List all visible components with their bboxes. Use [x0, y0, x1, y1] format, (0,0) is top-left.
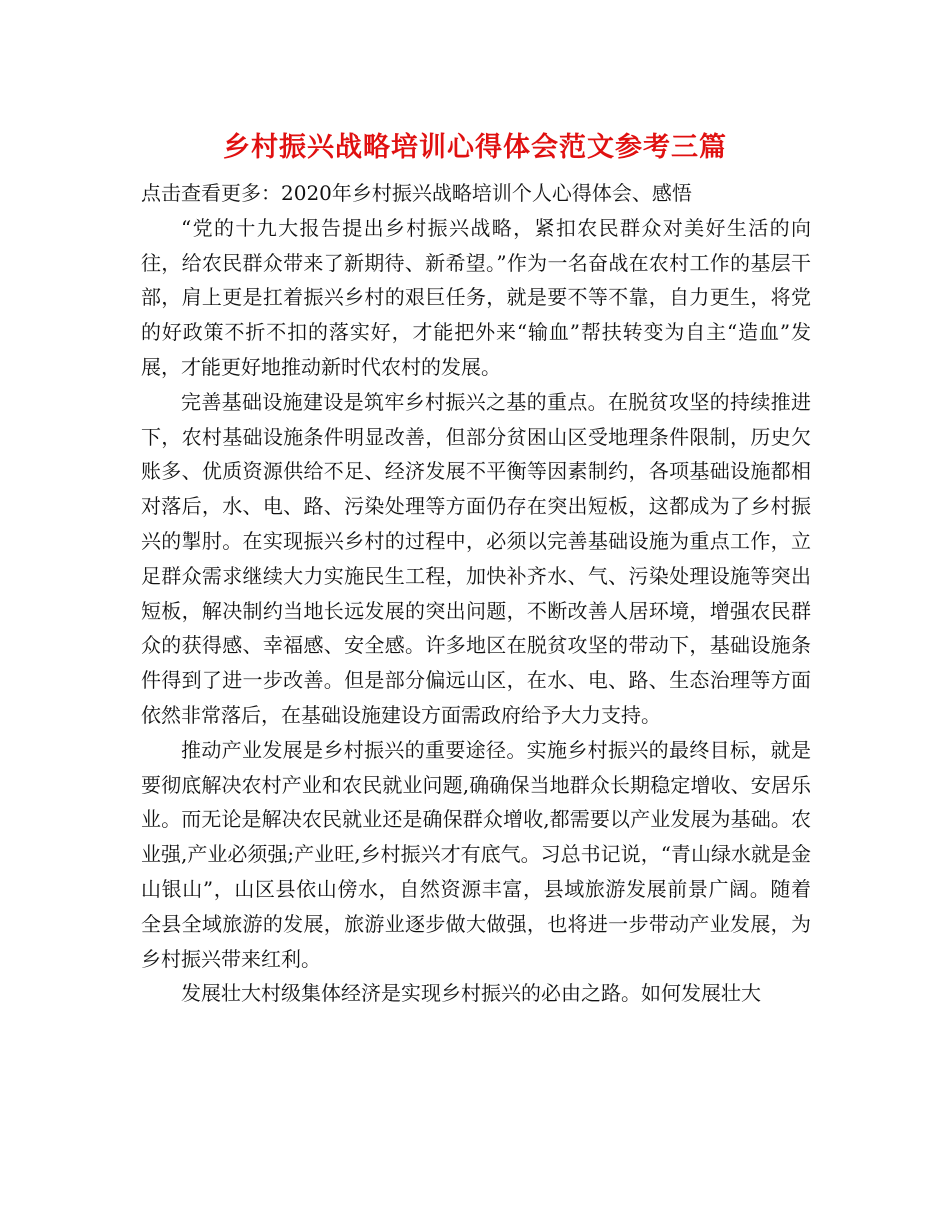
- document-title: 乡村振兴战略培训心得体会范文参考三篇: [223, 132, 727, 163]
- paragraph-industry: 推动产业发展是乡村振兴的重要途径。实施乡村振兴的最终目标，就是要彻底解决农村产业和农民就业问题,确确保当地群众长期稳定增收、安居乐业。而无论是解决农民就业还是确保群众增收,都需要以产业发展为基础。农业强,产业必须强;产业旺,乡村振兴才有底气。习总书记说，“青山绿水就是金山银山”，山区县依山傍水，自然资源丰富，县域旅游发展前景广阔。随着全县全域旅游的发展，旅游业逐步做大做强，也将进一步带动产业发展，为乡村振兴带来红利。: [141, 737, 811, 971]
- more-link[interactable]: 点击查看更多：2020年乡村振兴战略培训个人心得体会、感悟: [141, 181, 692, 205]
- paragraph-infrastructure: 完善基础设施建设是筑牢乡村振兴之基的重点。在脱贫攻坚的持续推进下，农村基础设施条件明显改善，但部分贫困山区受地理条件限制，历史欠账多、优质资源供给不足、经济发展不平衡等因素制约，各项基础设施都相对落后，水、电、路、污染处理等方面仍存在突出短板，这都成为了乡村振兴的掣肘。在实现振兴乡村的过程中，必须以完善基础设施为重点工作，立足群众需求继续大力实施民生工程，加快补齐水、气、污染处理设施等突出短板，解决制约当地长远发展的突出问题，不断改善人居环境，增强农民群众的获得感、幸福感、安全感。许多地区在脱贫攻坚的带动下，基础设施条件得到了进一步改善。但是部分偏远山区，在水、电、路、生态治理等方面依然非常落后，在基础设施建设方面需政府给予大力支持。: [141, 389, 811, 727]
- paragraph-collective-economy: 发展壮大村级集体经济是实现乡村振兴的必由之路。如何发展壮大: [181, 981, 761, 1006]
- document-body: [141, 176, 811, 1011]
- paragraph-intro: “党的十九大报告提出乡村振兴战略，紧扣农民群众对美好生活的向往，给农民群众带来了新期待、新希望。”作为一名奋战在农村工作的基层干部，肩上更是扛着振兴乡村的艰巨任务，就是要不等不靠，自力更生，将党的好政策不折不扣的落实好，才能把外来“输血”帮扶转变为自主“造血”发展，才能更好地推动新时代农村的发展。: [141, 215, 811, 379]
